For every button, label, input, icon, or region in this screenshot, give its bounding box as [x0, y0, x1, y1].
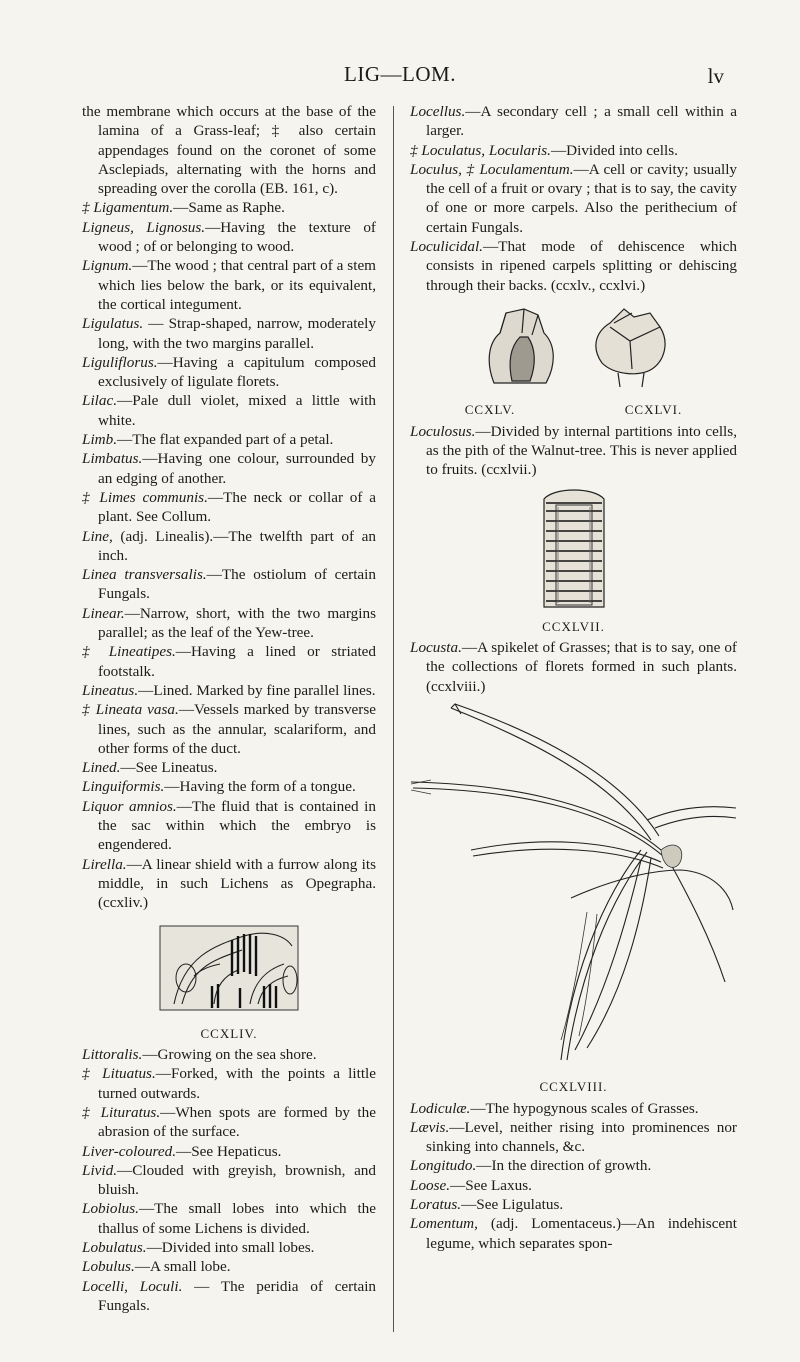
entry-term: Lirella. — [82, 855, 127, 873]
entry-definition: —Forked, with the points a little turned outwards. — [98, 1065, 376, 1102]
entry-term: Linguiformis. — [82, 778, 165, 796]
entry-definition: —Divided into cells. — [550, 141, 678, 159]
grass-spikelet-illustration — [411, 700, 736, 1070]
dictionary-entry — [82, 855, 376, 913]
dictionary-entry — [82, 1142, 376, 1161]
entry-term: Line, — [82, 527, 113, 545]
entry-definition: —Vessels marked by transverse lines, such as the annular, scalariform, and other forms of the duct. — [98, 701, 377, 757]
entry-definition: —The ostiolum of certain Fungals. — [98, 566, 376, 603]
entry-term: Lævis. — [410, 1118, 450, 1136]
dictionary-entry — [82, 1161, 376, 1200]
dictionary-entry — [82, 777, 376, 796]
right-entries-d — [410, 1099, 737, 1253]
header-title: LIG—LOM. — [344, 62, 456, 86]
dictionary-entry — [82, 391, 376, 430]
entry-definition: —See Lineatus. — [120, 759, 218, 777]
dictionary-entry — [82, 1199, 376, 1238]
entry-term: Loculus, ‡ Loculamentum. — [410, 160, 574, 178]
entry-definition: —A linear shield with a furrow along its middle, in such Lichens as Opegrapha. (ccxliv.) — [98, 855, 376, 912]
dictionary-entry — [82, 430, 376, 449]
entry-term: Littoralis. — [82, 1046, 143, 1064]
entry-definition: —A secondary cell ; a small cell within a larger. — [426, 103, 737, 140]
figure-ccxlvii — [410, 483, 737, 614]
loculicidal-capsules-illustration — [464, 303, 684, 393]
dictionary-entry — [82, 604, 376, 643]
right-entries — [410, 102, 737, 295]
dictionary-entry — [82, 1238, 376, 1257]
running-header — [0, 62, 800, 92]
entry-term: Lilac. — [82, 392, 118, 410]
right-column — [410, 102, 737, 1253]
entry-definition: —A spikelet of Grasses; that is to say, one of the collections of florets formed in such plants. (ccxlviii.) — [426, 639, 737, 695]
entry-definition: —Divided into small lobes. — [146, 1239, 315, 1257]
entry-term: Lobulus. — [82, 1258, 135, 1276]
figure-ccxliv-caption: CCXLIV. — [200, 1025, 258, 1041]
entry-term: Limb. — [82, 431, 118, 449]
entry-definition: —Growing on the sea shore. — [142, 1046, 317, 1064]
entry-definition: —Having one colour, surrounded by an edging of another. — [98, 450, 376, 487]
entry-definition: —Same as Raphe. — [173, 199, 285, 217]
entry-definition: —That mode of dehiscence which consists in ripened carpels splitting or dehiscing through their backs. (ccxlv., ccxlvi.) — [426, 238, 737, 294]
dictionary-entry — [82, 681, 376, 700]
entry-term: Liquor amnios. — [82, 797, 177, 815]
entry-definition: —Level, neither rising into prominences nor sinking into channels, &c. — [426, 1118, 737, 1156]
page-number: lv — [707, 64, 724, 88]
dictionary-entry — [410, 237, 737, 295]
entry-definition: (adj. Linealis).—The twelfth part of an inch. — [98, 527, 376, 564]
entry-term: Loose. — [410, 1176, 451, 1194]
entry-definition: —The fluid that is contained in the sac within which the embryo is engendered. — [98, 797, 376, 854]
column-divider — [393, 106, 394, 1332]
entry-term: Locusta. — [410, 639, 462, 657]
left-entries-after — [82, 1045, 376, 1315]
dictionary-entry — [82, 565, 376, 604]
entry-term: Locelli, Loculi. — [82, 1277, 183, 1295]
entry-term: Linear. — [82, 604, 125, 622]
entry-definition: —A small lobe. — [134, 1258, 231, 1276]
entry-term: Longitudo. — [410, 1157, 477, 1175]
dictionary-entry — [410, 638, 737, 696]
dictionary-entry — [82, 488, 376, 527]
dictionary-entry — [82, 449, 376, 488]
figure-ccxlviii — [410, 700, 737, 1075]
entry-definition: —A cell or cavity; usually the cell of a fruit or ovary ; that is to say, the cavity of one or more carpels. Also the perithecium of certain Fungals. — [426, 160, 738, 236]
entry-term: Liguliflorus. — [82, 353, 158, 371]
entry-definition: —Having the form of a tongue. — [164, 778, 356, 796]
entry-term: Ligneus, Lignosus. — [82, 218, 206, 236]
dictionary-entry — [82, 797, 376, 855]
figure-ccxlv-ccxlvi — [410, 303, 737, 398]
entry-definition: —Divided by internal partitions into cells, as the pith of the Walnut-tree. This is never applied to fruits. (ccxlvii.) — [426, 422, 737, 479]
entry-term: Liver-coloured. — [82, 1142, 177, 1160]
entry-definition: (adj. Lomentaceus.)—An indehiscent legume, which separates spon- — [426, 1215, 737, 1252]
dictionary-entry — [82, 527, 376, 566]
entry-definition: —See Hepaticus. — [176, 1142, 282, 1160]
dictionary-entry — [82, 1257, 376, 1276]
dictionary-entry — [410, 1214, 737, 1253]
dictionary-entry — [410, 1099, 737, 1118]
entry-term: ‡ Lineata vasa. — [82, 701, 179, 719]
dictionary-entry — [82, 198, 376, 217]
entry-definition: — Strap-shaped, narrow, moderately long, with the two margins parallel. — [98, 315, 376, 352]
entry-term: Lineatus. — [82, 681, 139, 699]
dictionary-entry — [410, 102, 737, 141]
entry-term: ‡ Lineatipes. — [82, 643, 176, 661]
entry-term: Lined. — [82, 759, 121, 777]
entry-definition: —In the direction of growth. — [476, 1157, 652, 1175]
walnut-pith-illustration — [534, 483, 614, 609]
dictionary-entry — [82, 642, 376, 681]
dictionary-entry — [410, 141, 737, 160]
entry-definition: —When spots are formed by the abrasion of the surface. — [98, 1103, 376, 1141]
entry-definition: — The peridia of certain Fungals. — [98, 1277, 377, 1314]
entry-term: Linea transversalis. — [82, 566, 207, 584]
entry-definition: —Pale dull violet, mixed a little with white. — [98, 392, 376, 429]
dictionary-entry — [82, 314, 376, 353]
entry-definition: —Having a lined or striated footstalk. — [98, 643, 376, 680]
entry-term: Loculicidal. — [410, 238, 483, 256]
dictionary-entry — [82, 1277, 376, 1316]
entry-definition: —The small lobes into which the thallus of some Lichens is divided. — [98, 1200, 376, 1237]
entry-term: Limbatus. — [82, 450, 143, 468]
dictionary-entry — [82, 700, 376, 758]
entry-term: Lomentum, — [410, 1215, 478, 1233]
entry-definition: —The flat expanded part of a petal. — [117, 431, 334, 449]
dictionary-entry — [410, 1118, 737, 1157]
dictionary-entry — [82, 256, 376, 314]
entry-definition: —The hypogynous scales of Grasses. — [470, 1099, 699, 1117]
entry-term: ‡ Loculatus, Locularis. — [410, 141, 551, 159]
entry-definition: —Narrow, short, with the two margins parallel; as the leaf of the Yew-tree. — [98, 604, 376, 642]
dictionary-entry — [82, 218, 376, 257]
entry-term: Lodiculæ. — [410, 1099, 471, 1117]
entry-definition: —Having the texture of wood ; of or belonging to wood. — [98, 218, 376, 256]
entry-definition: —The neck or collar of a plant. See Collum. — [98, 488, 376, 526]
dictionary-entry — [82, 353, 376, 392]
entry-definition: —Lined. Marked by fine parallel lines. — [138, 681, 376, 699]
figure-ccxlv-ccxlvi-captions — [410, 400, 737, 419]
dictionary-entry — [410, 160, 737, 237]
dictionary-entry — [410, 1195, 737, 1214]
entry-term: Loculosus. — [410, 422, 476, 440]
entry-definition: the membrane which occurs at the base of the lamina of a Grass-leaf; ‡ also certain appendages found on the coronet of some Asclepiads, alternating with the horns and spreading over the corolla (EB. 161, c). — [82, 103, 376, 198]
entry-term: Lobulatus. — [82, 1239, 147, 1257]
entry-term: ‡ Lituratus. — [82, 1103, 161, 1121]
figure-ccxlv-caption: CCXLV. — [464, 402, 516, 418]
entry-term: Lobiolus. — [82, 1200, 139, 1218]
figure-ccxlviii-caption: CCXLVIII. — [539, 1079, 608, 1095]
dictionary-entry — [82, 102, 376, 198]
dictionary-entry — [410, 422, 737, 480]
entry-term: ‡ Ligamentum. — [82, 199, 174, 217]
lirella-illustration — [154, 916, 304, 1016]
entry-definition: —See Laxus. — [450, 1176, 532, 1194]
dictionary-entry — [82, 1064, 376, 1103]
dictionary-entry — [82, 1045, 376, 1064]
figure-ccxlvi-caption: CCXLVI. — [624, 402, 683, 418]
dictionary-entry — [410, 1156, 737, 1175]
entry-definition: —See Ligulatus. — [461, 1196, 564, 1214]
entry-term: Locellus. — [410, 103, 466, 120]
figure-ccxlvii-caption: CCXLVII. — [542, 618, 605, 634]
entry-definition: —Clouded with greyish, brownish, and bluish. — [98, 1161, 376, 1199]
figure-ccxliv — [82, 916, 376, 1021]
right-entries-c — [410, 638, 737, 696]
entry-term: ‡ Lituatus. — [82, 1065, 156, 1083]
left-column — [82, 102, 376, 1315]
entry-definition: —Having a capitulum composed exclusively of ligulate florets. — [98, 353, 376, 391]
entry-term: ‡ Limes communis. — [82, 488, 208, 506]
right-entries-b — [410, 422, 737, 480]
dictionary-entry — [410, 1176, 737, 1195]
entry-term: Lignum. — [82, 257, 133, 275]
entry-term: Loratus. — [410, 1196, 462, 1214]
entry-definition: —The wood ; that central part of a stem which lies below the bark, or its equivalent, the cortical integument. — [98, 257, 376, 313]
entry-term: Ligulatus. — [82, 315, 144, 333]
dictionary-entry — [82, 758, 376, 777]
left-entries — [82, 102, 376, 912]
entry-term: Livid. — [82, 1161, 118, 1179]
dictionary-entry — [82, 1103, 376, 1142]
